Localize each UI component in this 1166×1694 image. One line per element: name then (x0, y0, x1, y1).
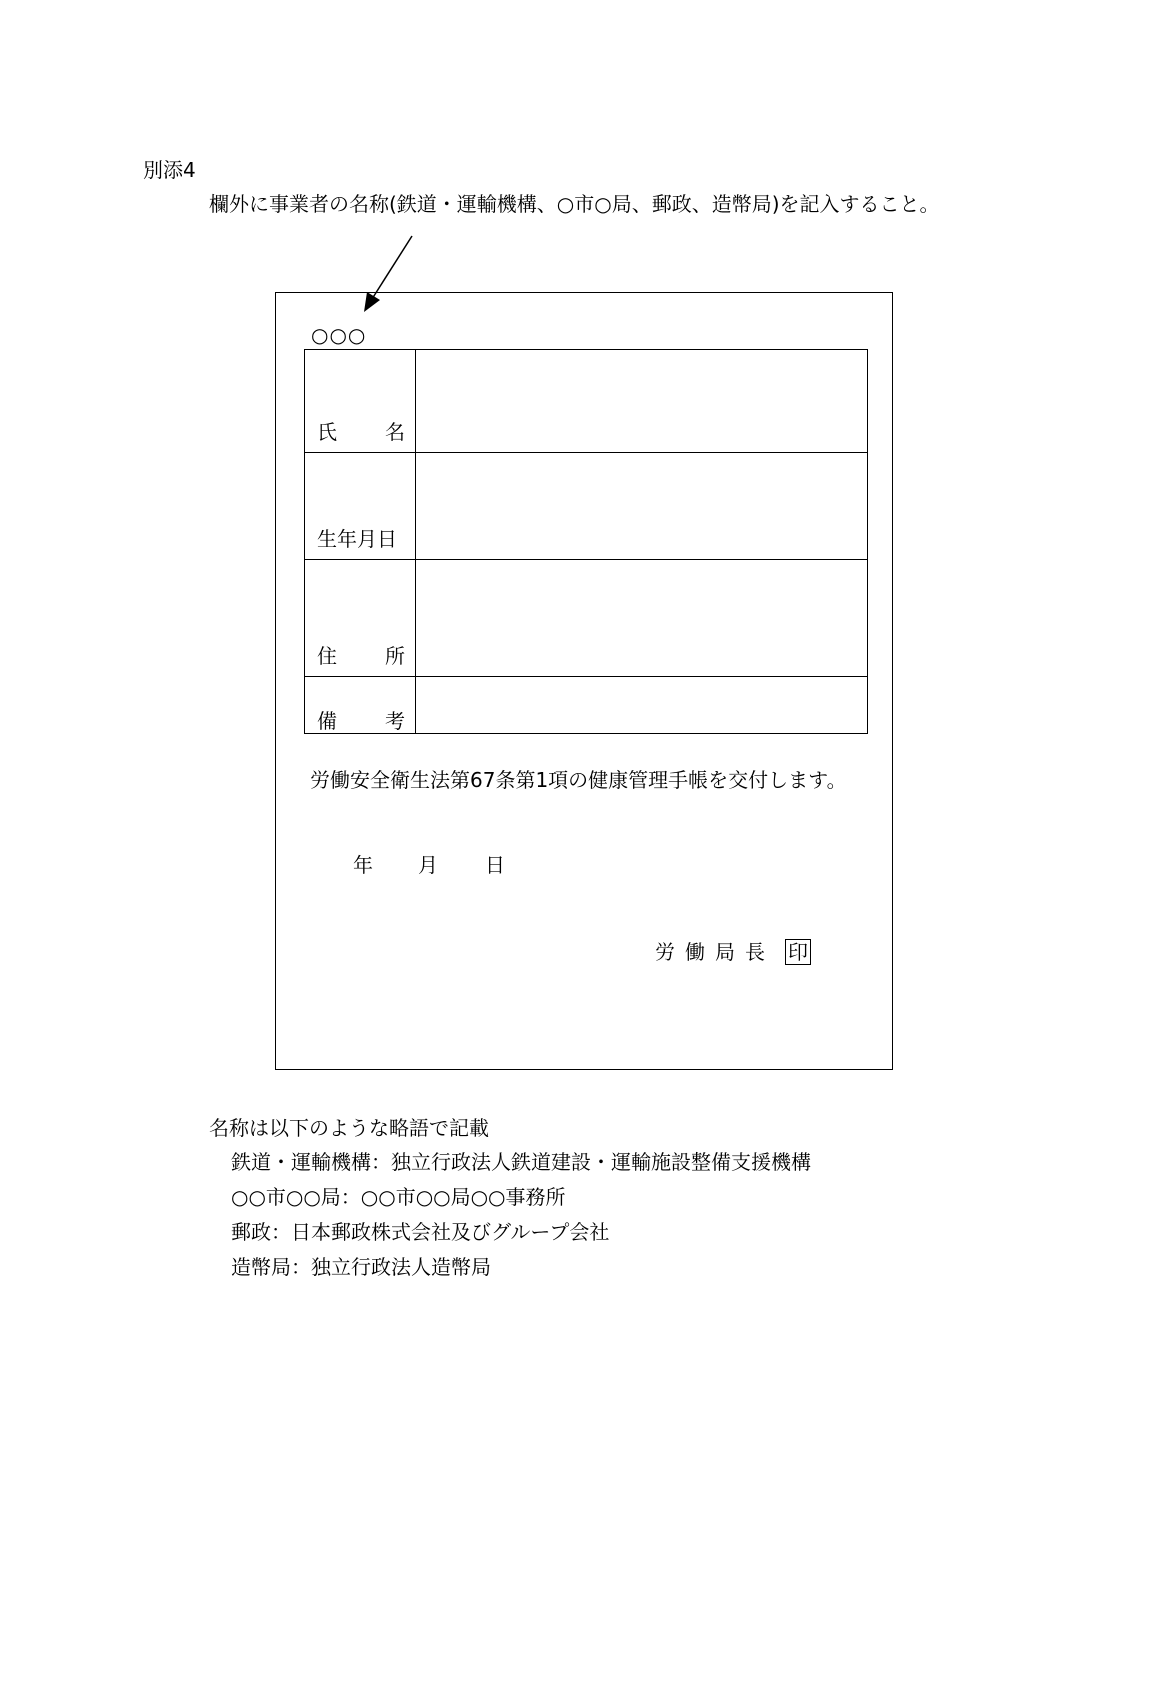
note-item: ○○市○○局：○○市○○局○○事務所 (231, 1185, 566, 1209)
remarks-label-char-1: 備 (317, 709, 337, 733)
date-day-label: 日 (485, 853, 505, 877)
birthdate-label-text: 生年月日 (317, 527, 397, 551)
seal-stamp: 印 (785, 939, 811, 965)
birthdate-label (305, 453, 416, 560)
note-item: 郵政：日本郵政株式会社及びグループ会社 (231, 1220, 610, 1244)
note-item: 造幣局：独立行政法人造幣局 (231, 1255, 491, 1279)
address-label-char-1: 住 (317, 644, 337, 668)
birthdate-field[interactable] (416, 453, 868, 560)
note-item: 鉄道・運輸機構：独立行政法人鉄道建設・運輸施設整備支援機構 (231, 1150, 811, 1174)
issuer-title: 労働局長 (655, 940, 775, 964)
business-name-placeholder: ○○○ (311, 323, 367, 347)
table-row-address (305, 560, 868, 677)
address-label (305, 560, 416, 677)
date-year-label: 年 (353, 853, 373, 877)
table-row-remarks (305, 677, 868, 734)
remarks-field[interactable] (416, 677, 868, 734)
address-field[interactable] (416, 560, 868, 677)
annex-label: 別添4 (143, 158, 196, 182)
remarks-label-char-2: 考 (385, 709, 405, 733)
name-label-char-2: 名 (385, 420, 405, 444)
issuer-block (655, 939, 811, 965)
issue-statement: 労働安全衛生法第67条第1項の健康管理手帳を交付します。 (310, 768, 847, 792)
table-row-name (305, 350, 868, 453)
instruction-text: 欄外に事業者の名称(鉄道・運輸機構、○市○局、郵政、造幣局)を記入すること。 (209, 192, 940, 216)
table-row-birthdate (305, 453, 868, 560)
name-field[interactable] (416, 350, 868, 453)
remarks-label (305, 677, 416, 734)
personal-info-table (304, 349, 868, 734)
name-label-char-1: 氏 (317, 420, 337, 444)
name-label (305, 350, 416, 453)
address-label-char-2: 所 (385, 644, 405, 668)
date-month-label: 月 (418, 853, 438, 877)
notes-heading: 名称は以下のような略語で記載 (209, 1116, 489, 1140)
